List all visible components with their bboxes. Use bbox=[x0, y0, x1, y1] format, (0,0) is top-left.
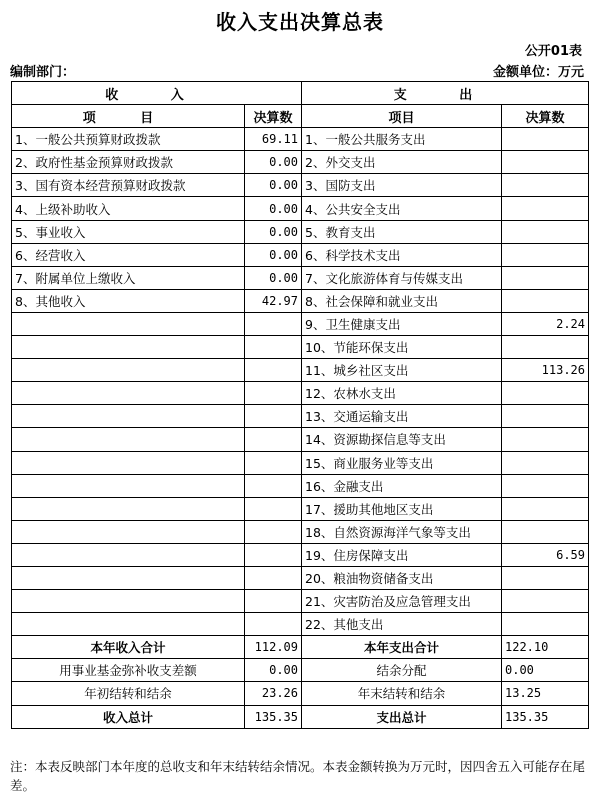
income-amount-cell: 69.11 bbox=[245, 128, 302, 151]
expense-amount-cell: 2.24 bbox=[502, 312, 589, 335]
income-item-cell bbox=[12, 405, 245, 428]
expense-amount-cell bbox=[502, 243, 589, 266]
expense-amount-cell bbox=[502, 613, 589, 636]
expense-amount-cell bbox=[502, 382, 589, 405]
expense-amount-cell bbox=[502, 520, 589, 543]
report-title: 收入支出决算总表 bbox=[216, 10, 384, 34]
expense-item-cell: 3、国防支出 bbox=[302, 174, 502, 197]
income-summary-amount: 112.09 bbox=[245, 636, 302, 659]
expense-summary-amount: 135.35 bbox=[502, 705, 589, 728]
expense-item-cell: 20、粮油物资储备支出 bbox=[302, 566, 502, 589]
table-row bbox=[12, 566, 589, 589]
income-item-cell bbox=[12, 336, 245, 359]
department-label: 编制部门： bbox=[10, 65, 76, 80]
expense-item-cell: 4、公共安全支出 bbox=[302, 197, 502, 220]
income-amount-header: 决算数 bbox=[245, 105, 302, 128]
expense-item-cell: 12、农林水支出 bbox=[302, 382, 502, 405]
expense-item-cell: 14、资源勘探信息等支出 bbox=[302, 428, 502, 451]
table-row bbox=[12, 451, 589, 474]
income-item-cell: 3、国有资本经营预算财政拨款 bbox=[12, 174, 245, 197]
income-amount-cell bbox=[245, 474, 302, 497]
income-amount-cell bbox=[245, 613, 302, 636]
table-row bbox=[12, 359, 589, 382]
expense-summary-label: 支出总计 bbox=[302, 705, 502, 728]
expense-amount-cell bbox=[502, 151, 589, 174]
table-row bbox=[12, 220, 589, 243]
income-summary-label: 年初结转和结余 bbox=[12, 682, 245, 705]
income-item-header: 项 目 bbox=[12, 105, 245, 128]
income-item-cell bbox=[12, 451, 245, 474]
income-amount-cell: 0.00 bbox=[245, 266, 302, 289]
income-item-cell bbox=[12, 312, 245, 335]
expense-summary-amount: 0.00 bbox=[502, 659, 589, 682]
expense-summary-label: 年末结转和结余 bbox=[302, 682, 502, 705]
summary-row bbox=[12, 705, 589, 728]
expense-amount-cell bbox=[502, 474, 589, 497]
expense-item-cell: 9、卫生健康支出 bbox=[302, 312, 502, 335]
expense-item-cell: 13、交通运输支出 bbox=[302, 405, 502, 428]
income-amount-cell bbox=[245, 497, 302, 520]
expense-item-cell: 10、节能环保支出 bbox=[302, 336, 502, 359]
income-summary-amount: 135.35 bbox=[245, 705, 302, 728]
form-number: 公开01表 bbox=[524, 44, 582, 59]
income-amount-cell bbox=[245, 312, 302, 335]
income-item-cell bbox=[12, 613, 245, 636]
expense-amount-cell: 6.59 bbox=[502, 543, 589, 566]
table-row bbox=[12, 590, 589, 613]
income-item-cell: 4、上级补助收入 bbox=[12, 197, 245, 220]
table-row bbox=[12, 312, 589, 335]
income-amount-cell bbox=[245, 405, 302, 428]
income-amount-cell: 0.00 bbox=[245, 174, 302, 197]
expense-amount-cell bbox=[502, 566, 589, 589]
detail-rows bbox=[12, 128, 589, 636]
income-amount-cell bbox=[245, 428, 302, 451]
table-row bbox=[12, 197, 589, 220]
column-header-row bbox=[12, 105, 589, 128]
expense-amount-cell bbox=[502, 405, 589, 428]
income-item-cell: 8、其他收入 bbox=[12, 289, 245, 312]
expense-amount-cell bbox=[502, 220, 589, 243]
expense-amount-cell bbox=[502, 174, 589, 197]
income-amount-cell bbox=[245, 543, 302, 566]
expense-item-cell: 15、商业服务业等支出 bbox=[302, 451, 502, 474]
income-summary-label: 用事业基金弥补收支差额 bbox=[12, 659, 245, 682]
income-amount-cell bbox=[245, 336, 302, 359]
income-amount-cell bbox=[245, 566, 302, 589]
table-row bbox=[12, 266, 589, 289]
table-row bbox=[12, 174, 589, 197]
expense-item-cell: 22、其他支出 bbox=[302, 613, 502, 636]
expense-amount-cell bbox=[502, 451, 589, 474]
income-item-cell: 5、事业收入 bbox=[12, 220, 245, 243]
expense-summary-label: 本年支出合计 bbox=[302, 636, 502, 659]
income-amount-cell: 0.00 bbox=[245, 197, 302, 220]
expense-amount-cell bbox=[502, 289, 589, 312]
expense-item-cell: 16、金融支出 bbox=[302, 474, 502, 497]
expense-amount-cell bbox=[502, 428, 589, 451]
expense-item-cell: 11、城乡社区支出 bbox=[302, 359, 502, 382]
summary-row bbox=[12, 636, 589, 659]
footnote: 注：本表反映部门本年度的总收支和年末结转结余情况。本表金额转换为万元时，因四舍五入可能存在尾差。 bbox=[10, 759, 586, 793]
expense-amount-cell bbox=[502, 128, 589, 151]
table-row bbox=[12, 520, 589, 543]
table-row bbox=[12, 128, 589, 151]
income-amount-cell bbox=[245, 520, 302, 543]
expense-summary-amount: 122.10 bbox=[502, 636, 589, 659]
table-row bbox=[12, 336, 589, 359]
income-item-cell bbox=[12, 566, 245, 589]
table-row bbox=[12, 613, 589, 636]
income-item-cell bbox=[12, 359, 245, 382]
expense-amount-cell bbox=[502, 197, 589, 220]
income-item-cell bbox=[12, 543, 245, 566]
income-item-cell bbox=[12, 382, 245, 405]
expense-item-cell: 21、灾害防治及应急管理支出 bbox=[302, 590, 502, 613]
summary-rows bbox=[12, 636, 589, 728]
income-amount-cell bbox=[245, 451, 302, 474]
income-item-cell: 6、经营收入 bbox=[12, 243, 245, 266]
expense-amount-header: 决算数 bbox=[502, 105, 589, 128]
expense-summary-amount: 13.25 bbox=[502, 682, 589, 705]
income-amount-cell: 0.00 bbox=[245, 243, 302, 266]
income-summary-label: 收入总计 bbox=[12, 705, 245, 728]
income-item-cell bbox=[12, 590, 245, 613]
expense-item-cell: 5、教育支出 bbox=[302, 220, 502, 243]
income-item-cell: 1、一般公共预算财政拨款 bbox=[12, 128, 245, 151]
unit-label: 金额单位：万元 bbox=[492, 65, 584, 80]
income-amount-cell bbox=[245, 590, 302, 613]
income-item-cell: 2、政府性基金预算财政拨款 bbox=[12, 151, 245, 174]
income-summary-amount: 0.00 bbox=[245, 659, 302, 682]
table-row bbox=[12, 543, 589, 566]
income-item-cell bbox=[12, 474, 245, 497]
summary-row bbox=[12, 659, 589, 682]
expense-item-header: 项目 bbox=[302, 105, 502, 128]
table-row bbox=[12, 151, 589, 174]
income-expense-table bbox=[11, 81, 589, 729]
expense-item-cell: 7、文化旅游体育与传媒支出 bbox=[302, 266, 502, 289]
expense-item-cell: 1、一般公共服务支出 bbox=[302, 128, 502, 151]
income-section-header: 收 入 bbox=[12, 82, 302, 105]
expense-amount-cell bbox=[502, 266, 589, 289]
summary-row bbox=[12, 682, 589, 705]
expense-item-cell: 2、外交支出 bbox=[302, 151, 502, 174]
table-row bbox=[12, 289, 589, 312]
table-row bbox=[12, 382, 589, 405]
income-amount-cell: 0.00 bbox=[245, 151, 302, 174]
expense-item-cell: 8、社会保障和就业支出 bbox=[302, 289, 502, 312]
table-row bbox=[12, 497, 589, 520]
expense-section-header: 支 出 bbox=[302, 82, 589, 105]
income-amount-cell: 42.97 bbox=[245, 289, 302, 312]
expense-item-cell: 6、科学技术支出 bbox=[302, 243, 502, 266]
income-item-cell bbox=[12, 497, 245, 520]
income-item-cell: 7、附属单位上缴收入 bbox=[12, 266, 245, 289]
income-item-cell bbox=[12, 428, 245, 451]
income-amount-cell bbox=[245, 359, 302, 382]
expense-amount-cell bbox=[502, 590, 589, 613]
income-summary-amount: 23.26 bbox=[245, 682, 302, 705]
income-amount-cell bbox=[245, 382, 302, 405]
expense-amount-cell bbox=[502, 497, 589, 520]
expense-item-cell: 18、自然资源海洋气象等支出 bbox=[302, 520, 502, 543]
table-row bbox=[12, 474, 589, 497]
expense-item-cell: 19、住房保障支出 bbox=[302, 543, 502, 566]
table-row bbox=[12, 428, 589, 451]
income-amount-cell: 0.00 bbox=[245, 220, 302, 243]
income-item-cell bbox=[12, 520, 245, 543]
income-summary-label: 本年收入合计 bbox=[12, 636, 245, 659]
expense-summary-label: 结余分配 bbox=[302, 659, 502, 682]
expense-amount-cell: 113.26 bbox=[502, 359, 589, 382]
expense-item-cell: 17、援助其他地区支出 bbox=[302, 497, 502, 520]
section-header-row bbox=[12, 82, 589, 105]
table-row bbox=[12, 243, 589, 266]
expense-amount-cell bbox=[502, 336, 589, 359]
table-row bbox=[12, 405, 589, 428]
